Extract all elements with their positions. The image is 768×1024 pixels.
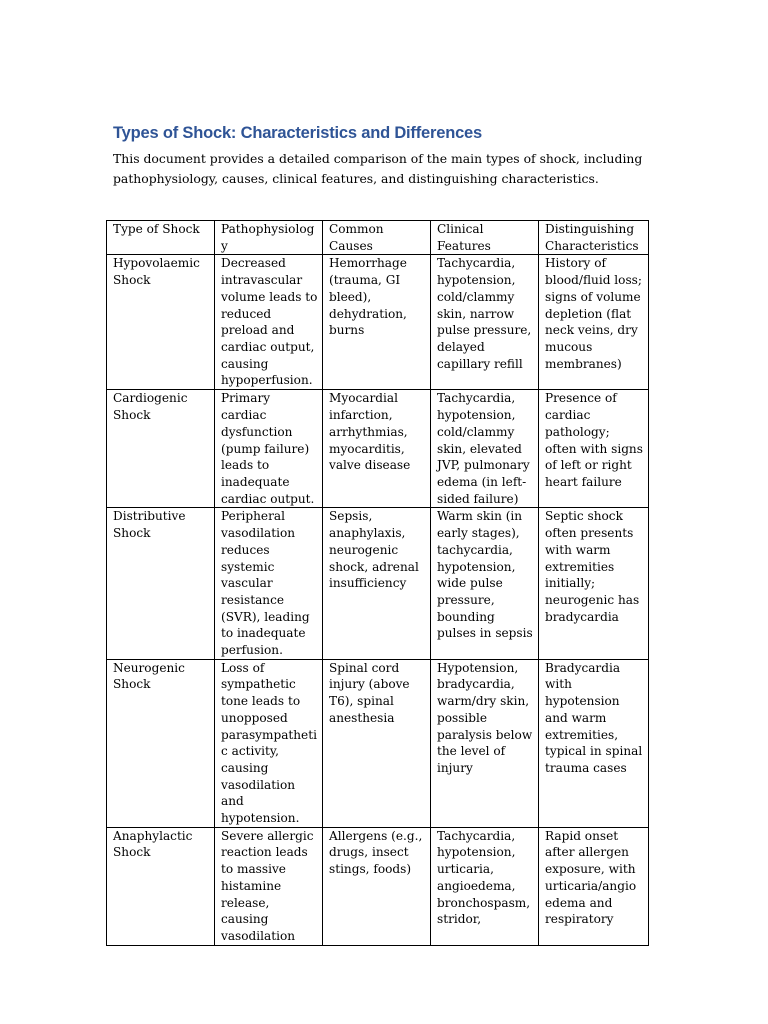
table-cell: Sepsis, anaphylaxis, neurogenic shock, adrenal insufficiency (323, 508, 431, 659)
shock-comparison-table (106, 220, 649, 946)
table-cell: Anaphylactic Shock (107, 827, 215, 945)
table-cell: Severe allergic reaction leads to massive histamine release, causing vasodilation (215, 827, 323, 945)
header-type-of-shock: Type of Shock (107, 221, 215, 255)
intro-paragraph: This document provides a detailed comparison of the main types of shock, including pathophysiology, causes, clinical features, and distinguishing characteristics. (113, 151, 643, 186)
table-cell: Septic shock often presents with warm extremities initially; neurogenic has bradycardia (539, 508, 649, 659)
table-row (107, 390, 649, 508)
table-cell: Tachycardia, hypotension, cold/clammy skin, narrow pulse pressure, delayed capillary refill (431, 255, 539, 390)
table-row (107, 827, 649, 945)
table-cell: Loss of sympathetic tone leads to unopposed parasympatheti c activity, causing vasodilation and hypotension. (215, 659, 323, 827)
table-cell: Primary cardiac dysfunction (pump failure) leads to inadequate cardiac output. (215, 390, 323, 508)
table-cell: Tachycardia, hypotension, urticaria, angioedema, bronchospasm, stridor, (431, 827, 539, 945)
table-header-row (107, 221, 649, 255)
header-pathophysiology: Pathophysiolog y (215, 221, 323, 255)
table-cell: Myocardial infarction, arrhythmias, myocarditis, valve disease (323, 390, 431, 508)
table-cell: Hypovolaemic Shock (107, 255, 215, 390)
table-cell: Rapid onset after allergen exposure, with urticaria/angio edema and respiratory (539, 827, 649, 945)
table-cell: Presence of cardiac pathology; often with signs of left or right heart failure (539, 390, 649, 508)
table-cell: Peripheral vasodilation reduces systemic vascular resistance (SVR), leading to inadequate perfusion. (215, 508, 323, 659)
table-cell: Warm skin (in early stages), tachycardia, hypotension, wide pulse pressure, bounding pulses in sepsis (431, 508, 539, 659)
table-cell: Tachycardia, hypotension, cold/clammy skin, elevated JVP, pulmonary edema (in left-sided failure) (431, 390, 539, 508)
table-row (107, 659, 649, 827)
header-clinical-features: Clinical Features (431, 221, 539, 255)
table-cell: Cardiogenic Shock (107, 390, 215, 508)
table-cell: Distributive Shock (107, 508, 215, 659)
table-cell: Allergens (e.g., drugs, insect stings, foods) (323, 827, 431, 945)
table-cell: History of blood/fluid loss; signs of volume depletion (flat neck veins, dry mucous membranes) (539, 255, 649, 390)
table-cell: Spinal cord injury (above T6), spinal anesthesia (323, 659, 431, 827)
table-cell: Neurogenic Shock (107, 659, 215, 827)
table-cell: Decreased intravascular volume leads to reduced preload and cardiac output, causing hypoperfusion. (215, 255, 323, 390)
table-cell: Bradycardia with hypotension and warm extremities, typical in spinal trauma cases (539, 659, 649, 827)
table-cell: Hemorrhage (trauma, GI bleed), dehydration, burns (323, 255, 431, 390)
table-row (107, 508, 649, 659)
table-cell: Hypotension, bradycardia, warm/dry skin, possible paralysis below the level of injury (431, 659, 539, 827)
document-title: Types of Shock: Characteristics and Differences (113, 124, 483, 142)
table-row (107, 255, 649, 390)
header-distinguishing-characteristics: Distinguishing Characteristics (539, 221, 649, 255)
header-common-causes: Common Causes (323, 221, 431, 255)
